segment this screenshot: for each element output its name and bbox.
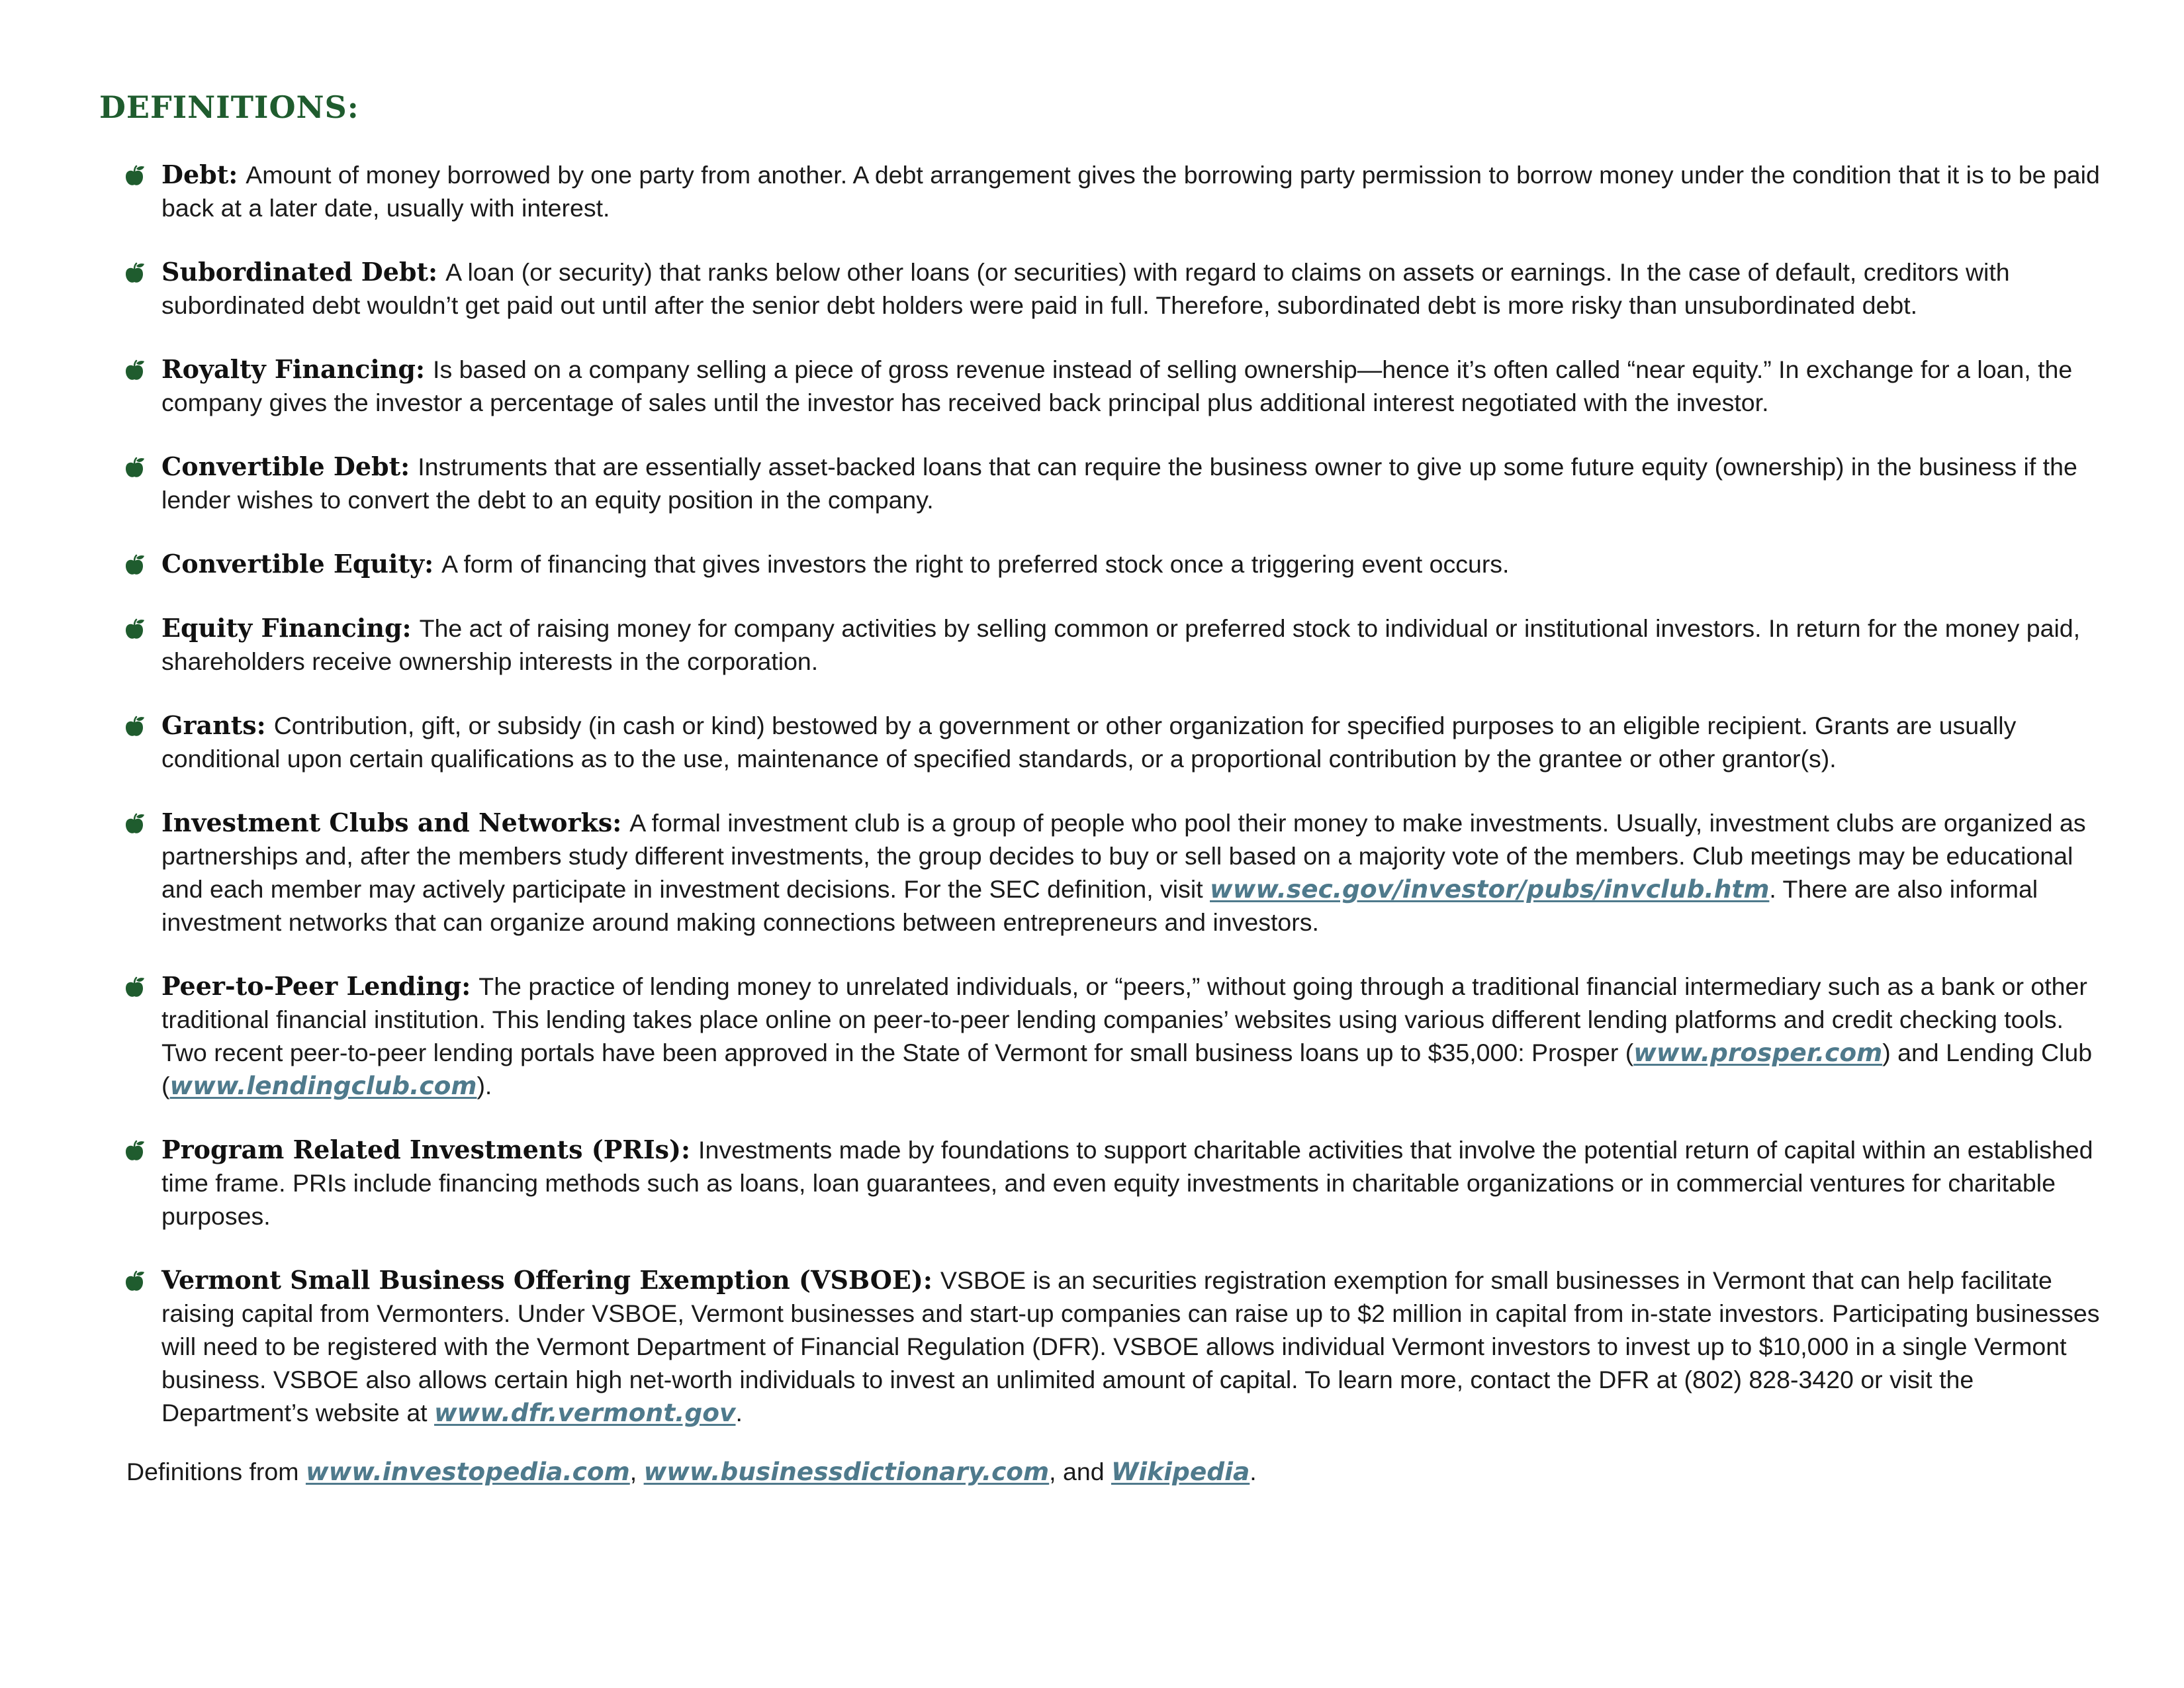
definition-vsboe xyxy=(99,1264,2111,1429)
apple-icon xyxy=(124,262,145,285)
definition-text-middle: ) and Lending Club ( xyxy=(161,1039,2093,1100)
definition-convertible-equity xyxy=(99,547,2111,581)
definition-term: Debt: xyxy=(161,160,238,189)
definition-text: A form of financing that gives investors the right to preferred stock once a triggering event occurs. xyxy=(441,550,1510,578)
definition-peer-to-peer-lending xyxy=(99,970,2111,1102)
apple-icon xyxy=(124,813,145,835)
definition-grants xyxy=(99,709,2111,775)
businessdictionary-link[interactable]: www.businessdictionary.com xyxy=(643,1457,1050,1486)
definition-text: Contribution, gift, or subsidy (in cash or kind) bestowed by a government or other organization for specified purposes to an eligible recipient. Grants are usually conditional upon certain qualifications as to the use, maintenance of specified standards, or a proportional contribution by the grantee or other grantor(s). xyxy=(161,712,2017,773)
definition-text: Amount of money borrowed by one party from another. A debt arrangement gives the borrowing party permission to borrow money under the condition that it is to be paid back at a later date, usually with interest. xyxy=(161,161,2100,222)
apple-icon xyxy=(124,457,145,479)
definition-text: The practice of lending money to unrelated individuals, or “peers,” without going through a traditional financial intermediary such as a bank or other traditional financial institution. This lending takes place online on peer-to-peer lending companies’ websites using various different lending platforms and credit checking tools. Two recent peer-to-peer lending portals have been approved in the State of Vermont for small business loans up to $35,000: Prosper ( xyxy=(161,972,2087,1066)
definition-term: Convertible Equity: xyxy=(161,549,434,579)
definitions-list xyxy=(99,158,2111,1429)
lendingclub-link[interactable]: www.lendingclub.com xyxy=(169,1071,477,1100)
definition-term: Convertible Debt: xyxy=(161,451,410,481)
definition-text: Instruments that are essentially asset-backed loans that can require the business owner to give up some future equity (ownership) in the business if the lender wishes to convert the debt to an equity position in the company. xyxy=(161,453,2077,514)
definition-text: Is based on a company selling a piece of gross revenue instead of selling ownership—hence it’s often called “near equity.” In exchange for a loan, the company gives the investor a percentage of sales until the investor has received back principal plus additional interest negotiated with the investor. xyxy=(161,355,2073,416)
investopedia-link[interactable]: www.investopedia.com xyxy=(305,1457,630,1486)
definition-term: Grants: xyxy=(161,710,266,740)
definition-text-after: . xyxy=(735,1399,743,1427)
apple-icon xyxy=(124,716,145,738)
sources-suffix: . xyxy=(1250,1458,1257,1485)
definition-term: Peer-to-Peer Lending: xyxy=(161,971,471,1001)
definition-text: VSBOE is an securities registration exemption for small businesses in Vermont that can help facilitate raising capital from Vermonters. Under VSBOE, Vermont businesses and start-up companies can raise up to $2 million in capital from in-state investors. Participating businesses will need to be registered with the Vermont Department of Financial Regulation (DFR). VSBOE allows individual Vermont investors to invest up to $10,000 in a single Vermont business. VSBOE also allows certain high net-worth individuals to invest an unlimited amount of capital. To learn more, contact the DFR at (802) 828-3420 or visit the Department’s website at xyxy=(161,1266,2100,1427)
definition-term: Investment Clubs and Networks: xyxy=(161,808,622,837)
apple-icon xyxy=(124,359,145,382)
definition-text: The act of raising money for company activities by selling common or preferred stock to individual or institutional investors. In return for the money paid, shareholders receive ownership interests in the corporation. xyxy=(161,614,2081,675)
definition-debt xyxy=(99,158,2111,224)
dfr-link[interactable]: www.dfr.vermont.gov xyxy=(434,1398,736,1427)
definition-text-after: . There are also informal investment networks that can organize around making connections between entrepreneurs and investors. xyxy=(161,875,2038,936)
definition-text: A loan (or security) that ranks below other loans (or securities) with regard to claims on assets or earnings. In the case of default, creditors with subordinated debt wouldn’t get paid out until after the senior debt holders were paid in full. Therefore, subordinated debt is more risky than unsubordinated debt. xyxy=(161,258,2010,319)
wikipedia-link[interactable]: Wikipedia xyxy=(1111,1457,1250,1486)
definition-text: A formal investment club is a group of people who pool their money to make investments. Usually, investment clubs are organized as partnerships and, after the members study different investments, the group decides to buy or sell based on a majority vote of the members. Club meetings may be educational and each member may actively participate in investment decisions. For the SEC definition, visit xyxy=(161,809,2086,903)
sources-line xyxy=(126,1455,2111,1488)
definition-royalty-financing xyxy=(99,353,2111,419)
sources-separator: , xyxy=(629,1458,644,1485)
definition-convertible-debt xyxy=(99,450,2111,516)
definition-program-related-investments xyxy=(99,1133,2111,1233)
definition-term: Subordinated Debt: xyxy=(161,257,438,287)
sources-prefix: Definitions from xyxy=(126,1458,306,1485)
definition-investment-clubs xyxy=(99,806,2111,939)
definition-term: Royalty Financing: xyxy=(161,354,426,384)
definition-subordinated-debt xyxy=(99,256,2111,322)
sources-separator: , and xyxy=(1049,1458,1111,1485)
definition-text-after: ). xyxy=(477,1072,492,1100)
apple-icon xyxy=(124,1140,145,1162)
sec-link[interactable]: www.sec.gov/investor/pubs/invclub.htm xyxy=(1210,874,1770,904)
definitions-page xyxy=(99,89,2111,1488)
definition-text: Investments made by foundations to support charitable activities that involve the potential return of capital within an established time frame. PRIs include financing methods such as loans, loan guarantees, and even equity investments in charitable organizations or in commercial ventures for charitable purposes. xyxy=(161,1136,2093,1230)
apple-icon xyxy=(124,976,145,999)
definition-equity-financing xyxy=(99,612,2111,678)
apple-icon xyxy=(124,618,145,641)
apple-icon xyxy=(124,554,145,577)
definition-term: Vermont Small Business Offering Exemption (VSBOE): xyxy=(161,1265,933,1295)
apple-icon xyxy=(124,165,145,187)
apple-icon xyxy=(124,1270,145,1293)
prosper-link[interactable]: www.prosper.com xyxy=(1633,1038,1883,1067)
definition-term: Equity Financing: xyxy=(161,613,412,643)
definition-term: Program Related Investments (PRIs): xyxy=(161,1135,691,1164)
page-title: DEFINITIONS: xyxy=(99,89,359,125)
